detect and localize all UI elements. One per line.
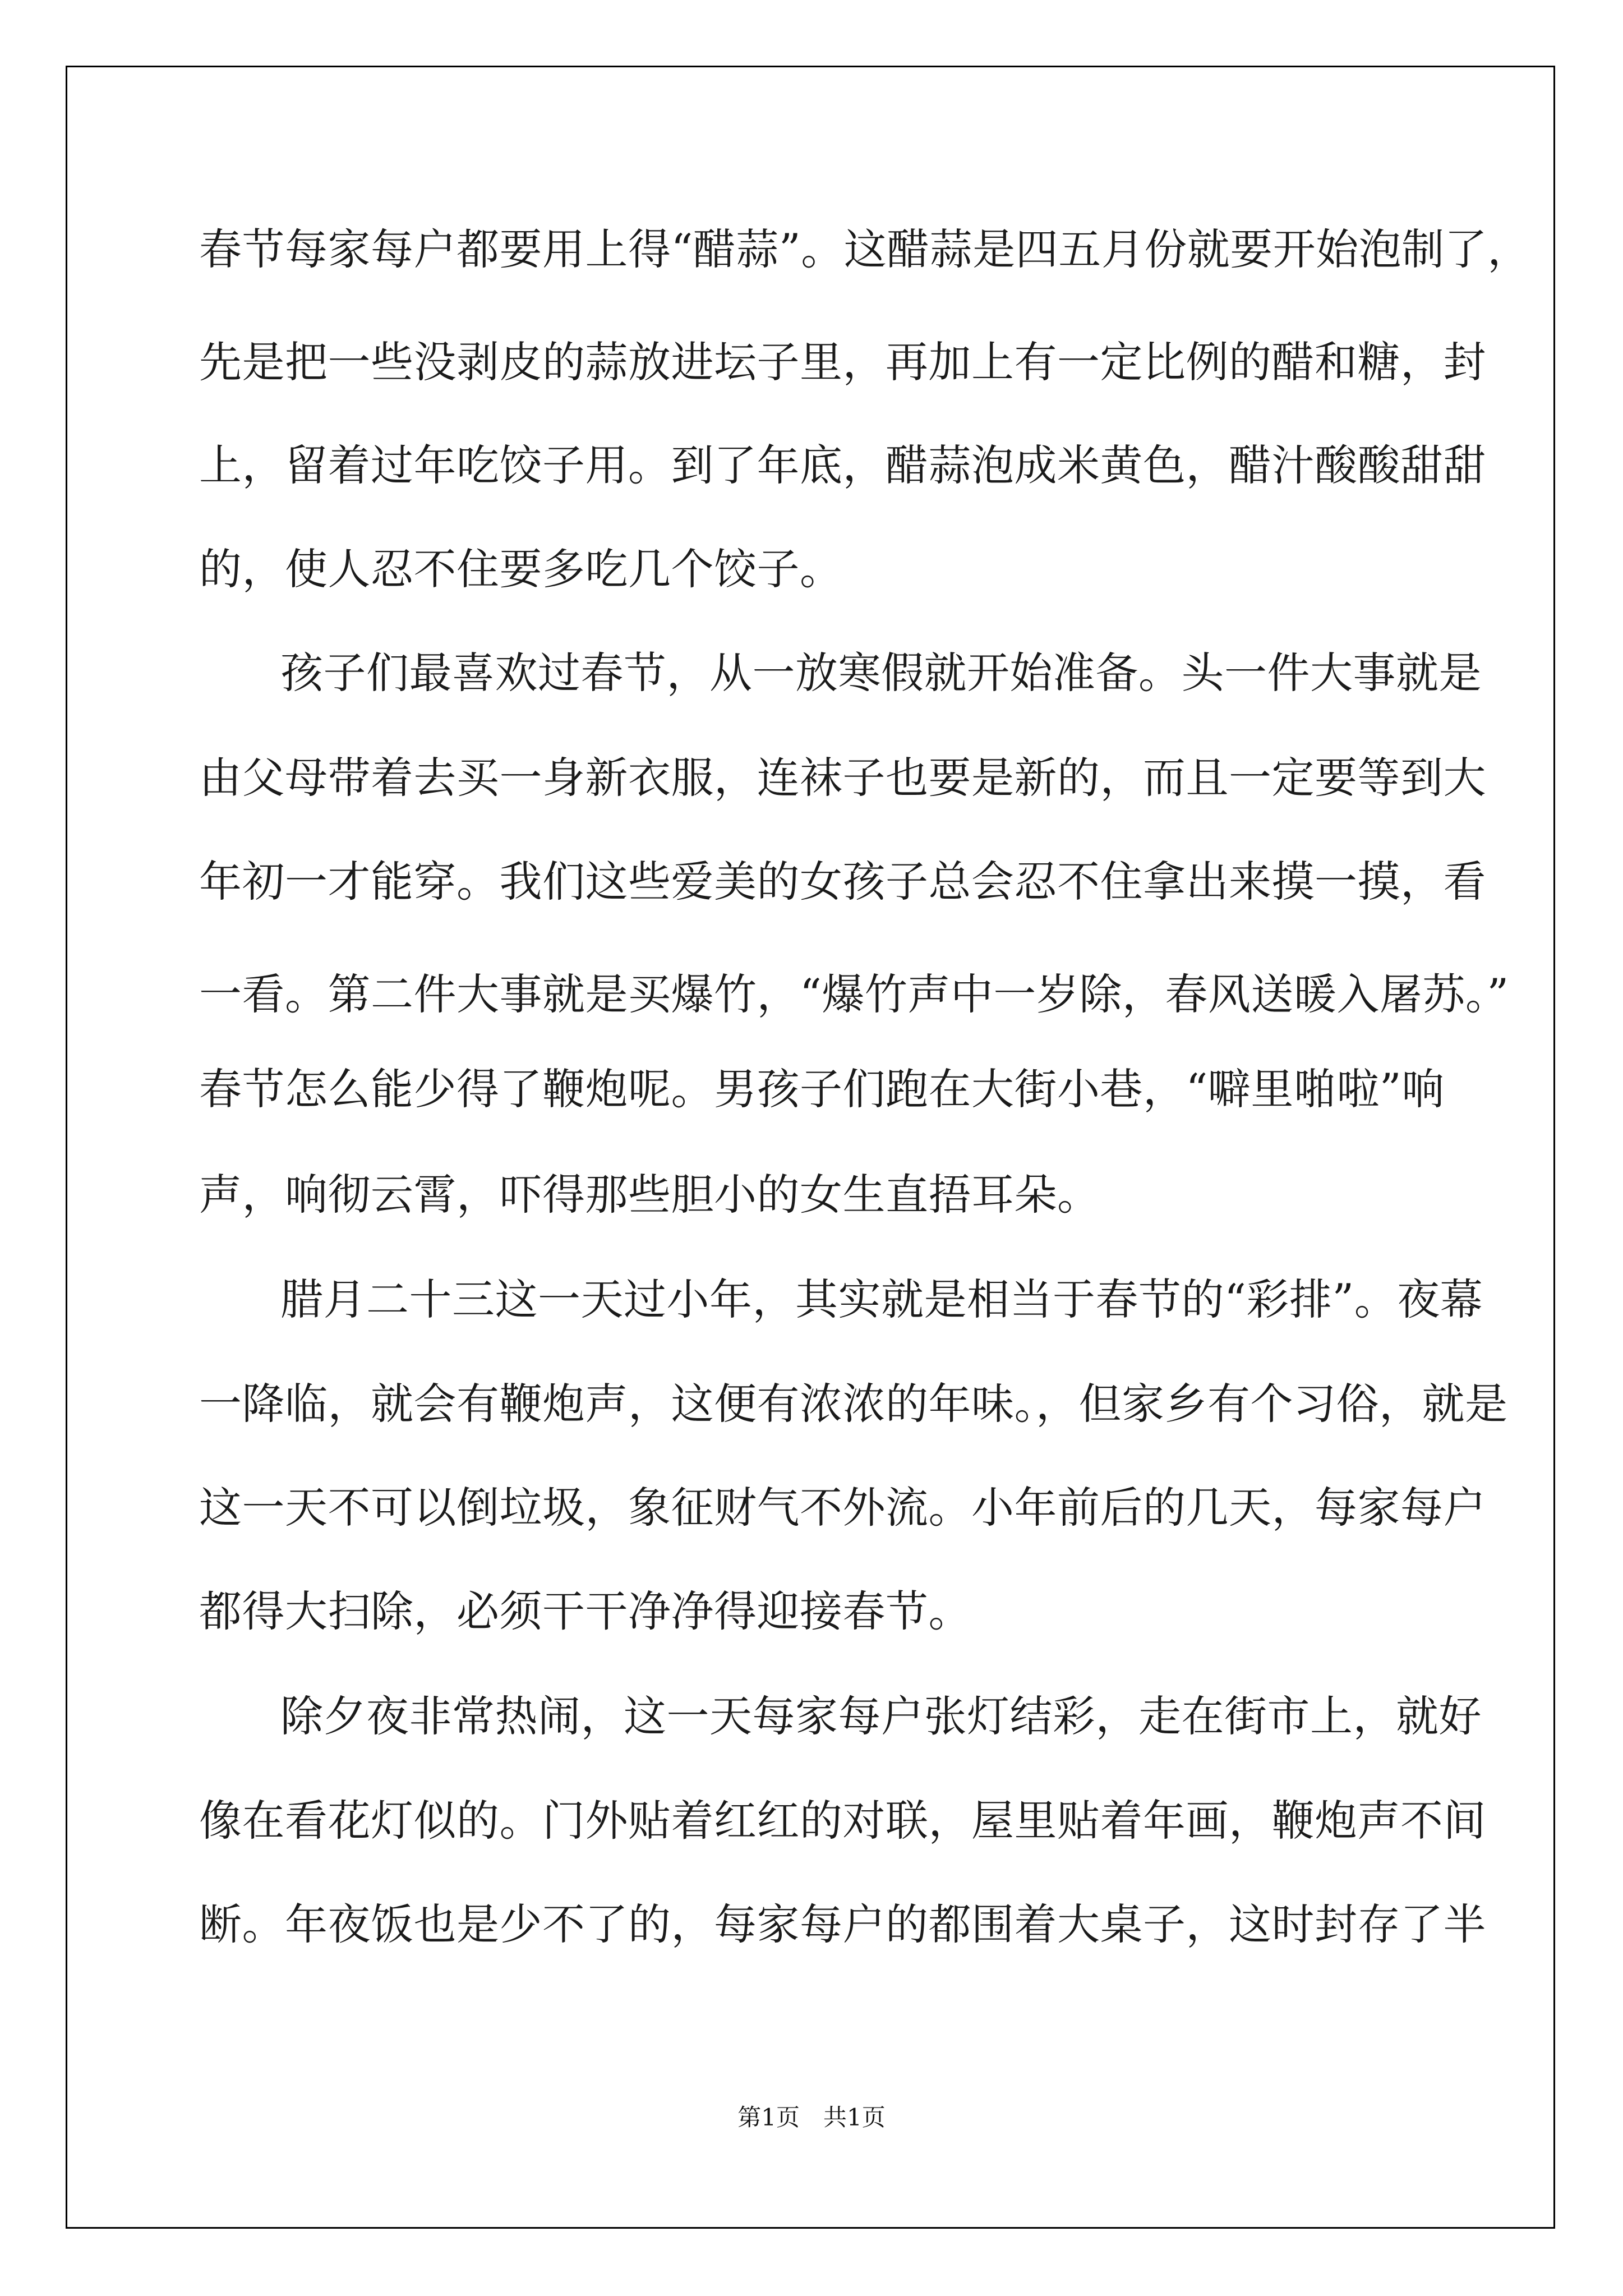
text-line: 这一天不可以倒垃圾，象征财气不外流。小年前后的几天，每家每户: [199, 1483, 1486, 1533]
text-line: 上，留着过年吃饺子用。到了年底，醋蒜泡成米黄色，醋汁酸酸甜甜: [199, 440, 1486, 490]
text-line: 断。年夜饭也是少不了的，每家每户的都围着大桌子，这时封存了半: [199, 1899, 1486, 1949]
paragraph-first-line: 除夕夜非常热闹，这一天每家每户张灯结彩，走在街市上，就好: [280, 1691, 1482, 1741]
text-line: 春节每家每户都要用上得“醋蒜”。这醋蒜是四五月份就要开始泡制了，: [199, 224, 1530, 274]
text-line: 一降临，就会有鞭炮声，这便有浓浓的年味。，但家乡有个习俗，就是: [199, 1379, 1508, 1429]
text-line: 像在看花灯似的。门外贴着红红的对联，屋里贴着年画，鞭炮声不间: [199, 1796, 1486, 1846]
text-line: 春节怎么能少得了鞭炮呢。男孩子们跑在大街小巷，“噼里啪啦”响: [199, 1064, 1445, 1114]
text-line: 都得大扫除，必须干干净净得迎接春节。: [199, 1586, 971, 1636]
text-line: 先是把一些没剥皮的蒜放进坛子里，再加上有一定比例的醋和糖，封: [199, 337, 1486, 387]
paragraph-first-line: 孩子们最喜欢过春节，从一放寒假就开始准备。头一件大事就是: [280, 648, 1482, 698]
paragraph-first-line: 腊月二十三这一天过小年，其实就是相当于春节的“彩排”。夜幕: [280, 1274, 1483, 1324]
page-number-footer: 第1页 共1页: [737, 2104, 886, 2131]
text-line: 声，响彻云霄，吓得那些胆小的女生直捂耳朵。: [199, 1170, 1100, 1220]
text-line: 由父母带着去买一身新衣服，连袜子也要是新的，而且一定要等到大: [199, 753, 1486, 803]
text-line: 一看。第二件大事就是买爆竹，“爆竹声中一岁除，春风送暖入屠苏。”: [199, 969, 1509, 1019]
text-line: 的，使人忍不住要多吃几个饺子。: [199, 544, 843, 594]
text-line: 年初一才能穿。我们这些爱美的女孩子总会忍不住拿出来摸一摸，看: [199, 857, 1486, 907]
